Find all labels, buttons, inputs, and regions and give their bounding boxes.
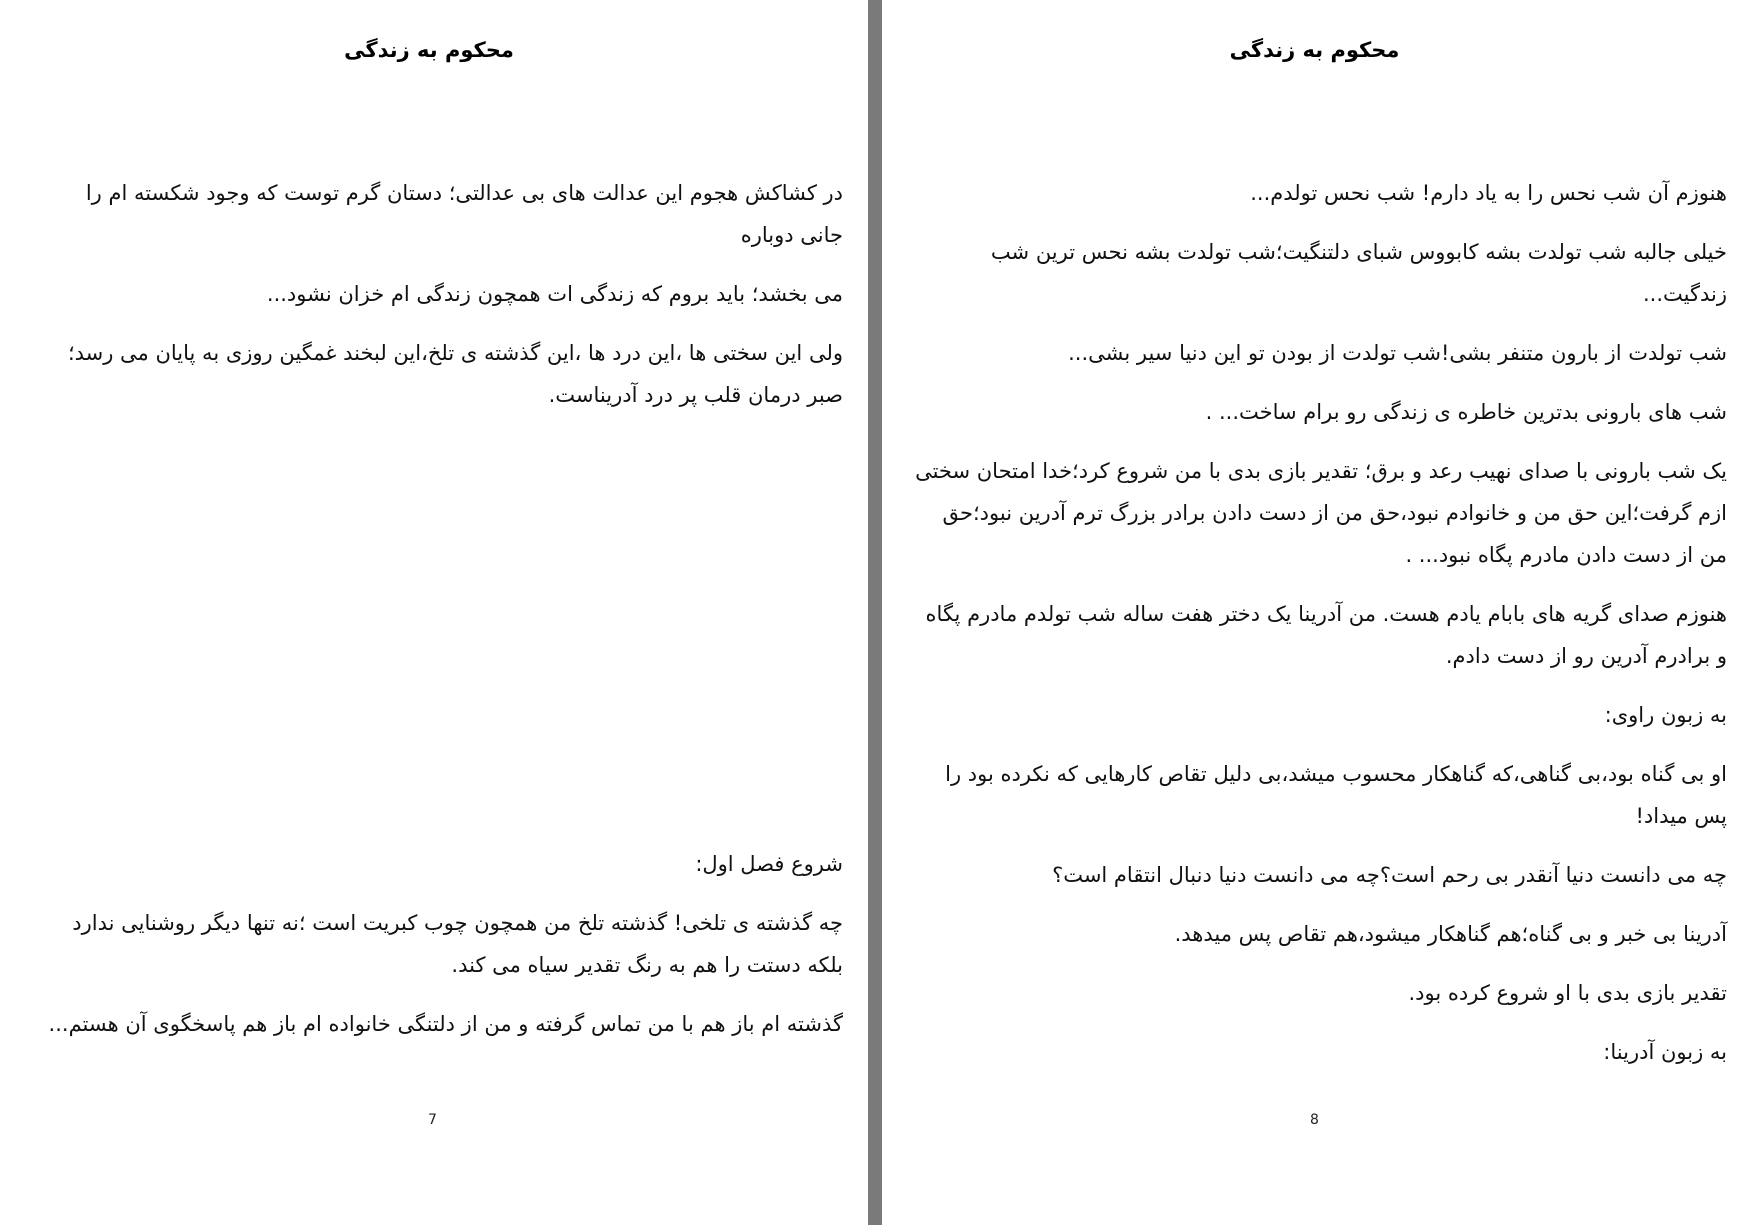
paragraph: به زبون آدرینا: [1603, 1040, 1727, 1064]
paragraph: شب تولدت از بارون متنفر بشی!شب تولدت از بودن تو این دنیا سیر بشی... [1068, 341, 1727, 365]
text-block-top [43, 172, 843, 433]
paragraph: خیلی جالبه شب تولدت بشه کابووس شبای دلتنگیت؛شب تولدت بشه نحس ترین شب زندگیت... [990, 240, 1727, 306]
paragraph: یک شب بارونی با صدای نهیب رعد و برق؛ تقدیر بازی بدی با من شروع کرد؛خدا امتحان سختی ازم گرفت؛این حق من و خانوادم نبود،حق من از دست دادن برادر بزرگ ترم آدرین نبود؛حق من از دست دادن مادرم پگاه نبود... . [915, 459, 1727, 567]
page-number: 7 [428, 1112, 437, 1128]
page-title: محکوم به زندگی [344, 38, 514, 62]
paragraph: او بی گناه بود،بی گناهی،که گناهکار محسوب میشد،بی دلیل تقاص کارهایی که نکرده بود را پس میداد! [945, 762, 1727, 828]
right-page [882, 0, 1747, 1225]
paragraph: می بخشد؛ باید بروم که زندگی ات همچون زندگی ام خزان نشود... [266, 282, 843, 306]
paragraph: هنوزم آن شب نحس را به یاد دارم! شب نحس تولدم... [1250, 181, 1727, 205]
paragraph: هنوزم صدای گریه های بابام یادم هست. من آدرینا یک دختر هفت ساله شب تولدم مادرم پگاه و برادرم آدرین رو از دست دادم. [925, 602, 1727, 668]
paragraph: به زبون راوی: [1604, 703, 1727, 727]
paragraph: چه می دانست دنیا آنقدر بی رحم است؟چه می دانست دنیا دنبال انتقام است؟ [1052, 863, 1727, 887]
paragraph: شب های بارونی بدترین خاطره ی زندگی رو برام ساخت... . [1205, 400, 1727, 424]
page-title: محکوم به زندگی [1229, 38, 1400, 62]
text-block-bottom [33, 843, 843, 1062]
paragraph: گذشته ام باز هم با من تماس گرفته و من از دلتنگی خانواده ام باز هم پاسخگوی آن هستم... [48, 1012, 843, 1036]
paragraph: ولی این سختی ها ،این درد ها ،این گذشته ی تلخ،این لبخند غمگین روزی به پایان می رسد؛ صبر درمان قلب پر درد آدریناست. [67, 341, 843, 407]
paragraph: در کشاکش هجوم این عدالت های بی عدالتی؛ دستان گرم توست که وجود شکسته ام را جانی دوباره [85, 181, 843, 247]
page-gutter [868, 0, 882, 1225]
chapter-heading: شروع فصل اول: [695, 852, 843, 876]
text-block [912, 172, 1727, 1090]
paragraph: چه گذشته ی تلخی! گذشته تلخ من همچون چوب کبریت است ؛نه تنها دیگر روشنایی ندارد بلکه دستت را هم به رنگ تقدیر سیاه می کند. [72, 911, 843, 977]
left-page [0, 0, 868, 1225]
paragraph: آدرینا بی خبر و بی گناه؛هم گناهکار میشود،هم تقاص پس میدهد. [1174, 922, 1727, 946]
page-number: 8 [1310, 1112, 1319, 1128]
paragraph: تقدیر بازی بدی با او شروع کرده بود. [1408, 981, 1727, 1005]
